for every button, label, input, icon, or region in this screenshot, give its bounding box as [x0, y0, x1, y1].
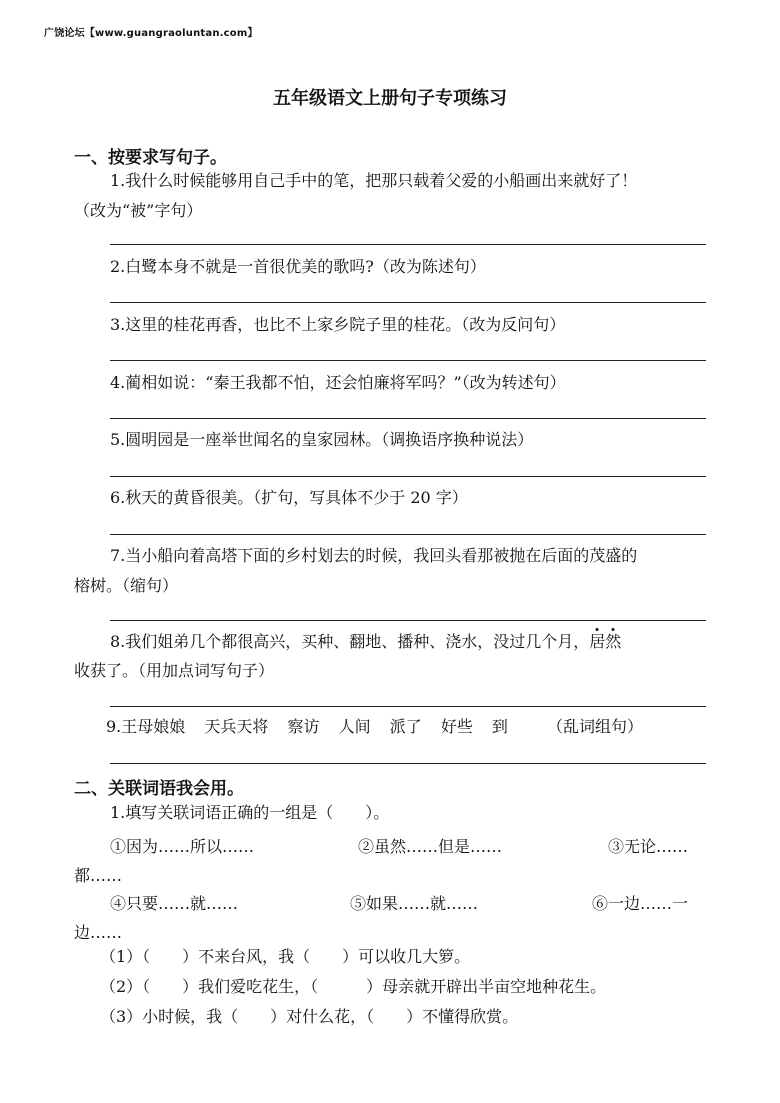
section-1-heading: 一、按要求写句子。 — [74, 148, 227, 168]
question-9 — [106, 716, 643, 738]
word-7: 到 — [491, 717, 508, 736]
answer-line-1[interactable] — [110, 244, 706, 245]
answer-line-4[interactable] — [110, 418, 706, 419]
option-6-continued: 边…… — [74, 923, 123, 942]
word-3: 察访 — [287, 717, 320, 736]
question-5: 5.圆明园是一座举世闻名的皇家园林。（调换语序换种说法） — [110, 430, 534, 449]
word-2: 天兵天将 — [204, 717, 269, 736]
section-2-heading: 二、关联词语我会用。 — [74, 779, 244, 799]
word-1: 9.王母娘娘 — [106, 717, 186, 736]
page-title: 五年级语文上册句子专项练习 — [273, 88, 507, 109]
option-5: ⑤如果……就…… — [350, 894, 479, 913]
question-8-text: 8.我们姐弟几个都很高兴，买种、翻地、播种、浇水，没过几个月， — [110, 632, 590, 651]
question-3: 3.这里的桂花再香，也比不上家乡院子里的桂花。（改为反问句） — [110, 315, 566, 334]
question-6: 6.秋天的黄昏很美。（扩句，写具体不少于 20 字） — [110, 488, 468, 507]
question-7-line-2: 榕树。（缩句） — [74, 576, 179, 595]
fill-sentence-1: （1）（ ）不来台风，我（ ）可以收几大箩。 — [100, 947, 471, 966]
answer-line-2[interactable] — [110, 302, 706, 303]
word-5: 派了 — [389, 717, 422, 736]
answer-line-3[interactable] — [110, 360, 706, 361]
option-2: ②虽然……但是…… — [358, 837, 503, 856]
question-8-line-2: 收获了。（用加点词写句子） — [74, 661, 275, 680]
answer-line-6[interactable] — [110, 534, 706, 535]
option-3-continued: 都…… — [74, 866, 123, 885]
question-4: 4.蔺相如说：“秦王我都不怕，还会怕廉将军吗？”（改为转述句） — [110, 373, 566, 392]
fill-sentence-2: （2）（ ）我们爱吃花生，（ ）母亲就开辟出半亩空地种花生。 — [100, 977, 607, 996]
option-3: ③无论…… — [608, 837, 689, 856]
watermark: 广饶论坛【www.guangraoluntan.com】 — [44, 28, 258, 39]
question-1-line-1: 1.我什么时候能够用自己手中的笔，把那只载着父爱的小船画出来就好了！ — [110, 171, 638, 190]
question-7-line-1: 7.当小船向着高塔下面的乡村划去的时候，我回头看那被抛在后面的茂盛的 — [110, 546, 638, 565]
question-2: 2.白鹭本身不就是一首很优美的歌吗?（改为陈述句） — [110, 257, 486, 276]
answer-line-7[interactable] — [110, 620, 706, 621]
question-8-line-1 — [110, 631, 621, 653]
answer-line-8[interactable] — [110, 706, 706, 707]
answer-line-9[interactable] — [110, 763, 706, 764]
option-1: ①因为……所以…… — [110, 837, 255, 856]
dotted-char-1: 居 — [589, 632, 606, 651]
section-2-question-1: 1.填写关联词语正确的一组是（ ）。 — [110, 803, 390, 822]
option-4: ④只要……就…… — [110, 894, 239, 913]
word-4: 人间 — [338, 717, 371, 736]
fill-sentence-3: （3）小时候，我（ ）对什么花，（ ）不懂得欣赏。 — [100, 1007, 519, 1026]
question-1-line-2: （改为“被”字句） — [74, 201, 203, 220]
option-6: ⑥一边……一 — [592, 894, 689, 913]
answer-line-5[interactable] — [110, 476, 706, 477]
instruction: （乱词组句） — [547, 717, 644, 736]
word-6: 好些 — [440, 717, 473, 736]
dotted-char-2: 然 — [605, 632, 622, 651]
